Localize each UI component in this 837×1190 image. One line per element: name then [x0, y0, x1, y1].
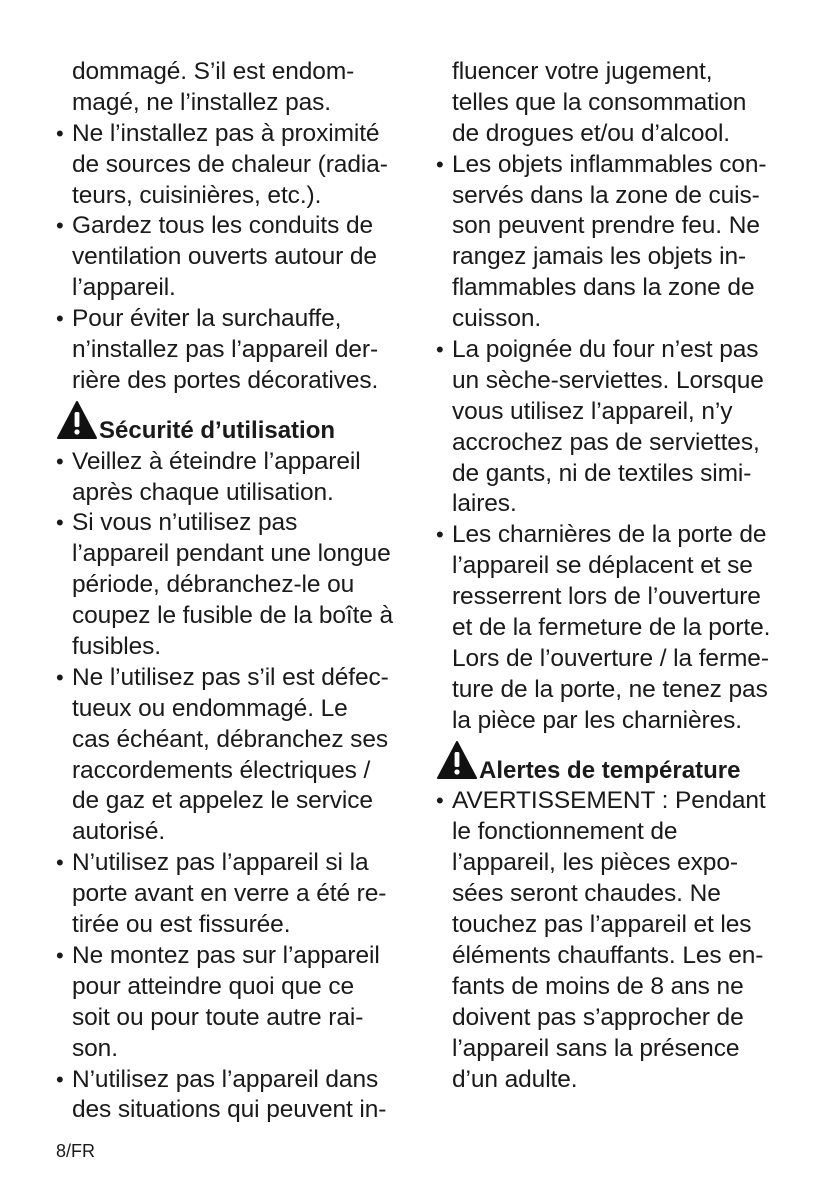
list-item-text: Les objets inflammables con- — [452, 150, 767, 178]
list-item-line: son peuvent prendre feu. Ne — [452, 212, 760, 240]
list-item-line — [56, 304, 416, 335]
list-item — [56, 304, 416, 397]
bullet-dot: • — [56, 664, 64, 690]
list-item-line: porte avant en verre a été re- — [72, 880, 387, 908]
section-heading-temperature-alerts — [436, 756, 806, 787]
list-item-line: et de la fermeture de la porte. — [452, 614, 771, 642]
list-item-text: Pour éviter la surchauffe, — [72, 305, 342, 333]
list-item — [56, 1065, 416, 1127]
list-item-line — [56, 211, 416, 242]
list-item — [56, 941, 416, 1065]
list-item-line: rangez jamais les objets in- — [452, 243, 747, 271]
list-item-line — [56, 941, 416, 972]
list-item-line — [56, 119, 416, 150]
bullet-dot: • — [436, 788, 444, 814]
list-item — [56, 663, 416, 848]
list-item-line: ture de la porte, ne tenez pas — [452, 675, 768, 703]
text-line: touchez pas l’appareil et les — [452, 911, 752, 939]
list-item-line: l’appareil. — [72, 274, 176, 302]
list-item-line: tueux ou endommagé. Le — [72, 694, 348, 722]
list-item-line: de sources de chaleur (radia- — [72, 150, 388, 178]
bullet-dot: • — [56, 510, 64, 536]
list-item-line: autorisé. — [72, 818, 166, 846]
list-item-line — [436, 150, 806, 181]
warning-first-rest: Pendant — [668, 787, 766, 815]
list-item-line: des situations qui peuvent in- — [72, 1096, 387, 1124]
list-item-text: N’utilisez pas l’appareil si la — [72, 849, 369, 877]
text-line: magé, ne l’installez pas. — [72, 88, 331, 116]
text-line: sées seront chaudes. Ne — [452, 880, 721, 908]
list-item-line — [56, 508, 416, 539]
text-line: fluencer votre jugement, — [452, 58, 713, 85]
list-item-text: La poignée du four n’est pas — [452, 336, 759, 364]
text-line: de drogues et/ou d’alcool. — [452, 119, 730, 147]
list-item-line: cas échéant, débranchez ses — [72, 725, 389, 753]
text-line: éléments chauffants. Les en- — [452, 941, 764, 969]
list-item-line: de gants, ni de textiles simi- — [452, 459, 752, 487]
list-item — [436, 335, 806, 520]
bullet-dot: • — [56, 213, 64, 239]
list-item-text: Les charnières de la porte de — [452, 521, 767, 549]
list-item-line: teurs, cuisinières, etc.). — [72, 181, 322, 209]
list-item-line: Lors de l’ouverture / la ferme- — [452, 644, 769, 672]
list-item-text: Si vous n’utilisez pas — [72, 509, 298, 537]
list-item-line: un sèche-serviettes. Lorsque — [452, 366, 764, 394]
list-item — [436, 520, 806, 736]
list-item-line: rière des portes décoratives. — [72, 366, 379, 394]
left-bullet-list-usage — [56, 447, 416, 1127]
text-line: doivent pas s’approcher de — [452, 1003, 744, 1031]
warning-bullet — [436, 786, 806, 1095]
list-item-line: après chaque utilisation. — [72, 478, 334, 506]
right-bullet-list-usage — [436, 150, 806, 737]
list-item-line: ventilation ouverts autour de — [72, 243, 377, 271]
right-intro-text — [436, 57, 806, 150]
bullet-dot: • — [56, 1066, 64, 1092]
list-item-line: cuisson. — [452, 305, 542, 333]
page-number: 8/FR — [56, 1141, 96, 1161]
warning-triangle-icon — [56, 400, 98, 440]
left-bullet-list-installation — [56, 119, 416, 397]
list-item-text: Ne l’utilisez pas s’il est défec- — [72, 663, 389, 691]
list-item — [436, 150, 806, 335]
list-item-line: l’appareil pendant une longue — [72, 540, 391, 568]
list-item — [56, 848, 416, 941]
list-item-line — [56, 663, 416, 694]
list-item-line: laires. — [452, 490, 517, 518]
section-heading-usage-safety — [56, 416, 416, 447]
list-item-line: pour atteindre quoi que ce — [72, 972, 355, 1000]
list-item-line: la pièce par les charnières. — [452, 706, 742, 734]
warning-triangle-icon — [436, 740, 478, 780]
list-item-line: vous utilisez l’appareil, n’y — [452, 397, 733, 425]
text-line: d’un adulte. — [452, 1065, 578, 1093]
bullet-dot: • — [56, 448, 64, 474]
list-item-line: accrochez pas de serviettes, — [452, 428, 760, 456]
list-item-line — [56, 447, 416, 478]
text-line: telles que la consommation — [452, 88, 747, 116]
list-item-text: Veillez à éteindre l’appareil — [72, 447, 361, 475]
section-heading-text: Alertes de température — [479, 756, 741, 784]
list-item-text: N’utilisez pas l’appareil dans — [72, 1065, 379, 1093]
list-item-line: coupez le fusible de la boîte à — [72, 602, 394, 630]
text-line: fants de moins de 8 ans ne — [452, 972, 744, 1000]
list-item-text: Ne montez pas sur l’appareil — [72, 941, 380, 969]
warning-first-line — [436, 786, 806, 817]
left-column — [56, 57, 416, 1126]
bullet-dot: • — [56, 120, 64, 146]
text-line: l’appareil, les pièces expo- — [452, 849, 738, 877]
bullet-dot: • — [56, 306, 64, 332]
list-item-line — [56, 1065, 416, 1096]
bullet-dot: • — [56, 850, 64, 876]
list-item-line: son. — [72, 1034, 118, 1062]
right-column — [436, 57, 806, 1095]
text-line: l’appareil sans la présence — [452, 1034, 740, 1062]
list-item-line: flammables dans la zone de — [452, 274, 755, 302]
list-item-text: Gardez tous les conduits de — [72, 212, 374, 240]
list-item-line: de gaz et appelez le service — [72, 787, 373, 815]
list-item-line: l’appareil se déplacent et se — [452, 552, 753, 580]
list-item-line: période, débranchez-le ou — [72, 571, 355, 599]
list-item-text: Ne l’installez pas à proximité — [72, 119, 380, 147]
left-intro-text — [56, 57, 416, 119]
text-line: dommagé. S’il est endom- — [72, 58, 355, 85]
list-item-line — [436, 335, 806, 366]
list-item-line: tirée ou est fissurée. — [72, 911, 291, 939]
bullet-dot: • — [56, 942, 64, 968]
list-item — [56, 447, 416, 509]
bullet-dot: • — [436, 337, 444, 363]
list-item — [56, 508, 416, 662]
list-item-line: n’installez pas l’appareil der- — [72, 336, 379, 364]
list-item-line: servés dans la zone de cuis- — [452, 181, 760, 209]
section-heading-text: Sécurité d’utilisation — [99, 416, 336, 444]
list-item-line — [436, 520, 806, 551]
list-item-line: raccordements électriques / — [72, 756, 371, 784]
warning-label: AVERTISSEMENT : — [452, 787, 669, 815]
list-item-line: soit ou pour toute autre rai- — [72, 1003, 364, 1031]
list-item-line: resserrent lors de l’ouverture — [452, 583, 761, 611]
bullet-dot: • — [436, 522, 444, 548]
list-item-line — [56, 848, 416, 879]
list-item — [56, 119, 416, 212]
bullet-dot: • — [436, 151, 444, 177]
list-item — [56, 211, 416, 304]
text-line: le fonctionnement de — [452, 818, 678, 846]
list-item-line: fusibles. — [72, 633, 161, 661]
